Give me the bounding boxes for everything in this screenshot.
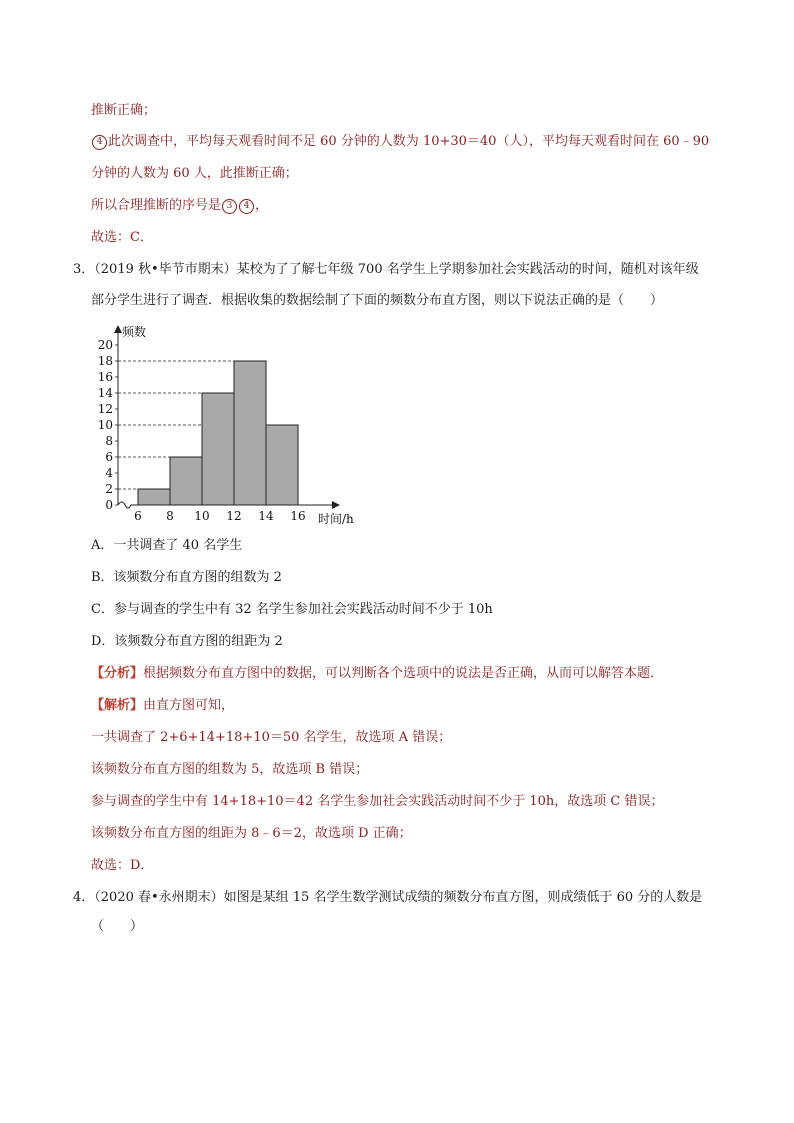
- analysis-tag: 【分析】: [91, 666, 144, 681]
- circled-number: 3: [222, 199, 237, 214]
- y-tick-label: 12: [97, 402, 113, 416]
- solution: 【解析】由直方图可知，: [91, 698, 235, 713]
- y-tick-label: 2: [105, 482, 113, 496]
- solution-line: 该频数分布直方图的组数为 5，故选项 B 错误；: [91, 762, 369, 777]
- histogram-bar: [202, 393, 234, 505]
- y-tick-label: 18: [97, 354, 113, 368]
- x-tick-label: 16: [290, 509, 306, 523]
- prev-answer: 故选：C．: [91, 230, 153, 245]
- y-tick-label: 16: [97, 370, 113, 384]
- question-4-stem: 4．（2020 春•永州期末）如图是某组 15 名学生数学测试成绩的频数分布直方图，则成绩低于 60 分的人数是: [73, 890, 703, 905]
- y-axis-label: 频数: [122, 325, 147, 339]
- y-tick-label: 0: [105, 498, 113, 512]
- x-tick-label: 14: [258, 509, 274, 523]
- histogram-bar: [234, 361, 266, 505]
- histogram: [90, 320, 380, 530]
- x-tick-label: 8: [166, 509, 174, 523]
- solution-tag: 【解析】: [91, 698, 144, 713]
- circled-number: 4: [92, 135, 107, 150]
- question-3-stem: 3．（2019 秋•毕节市期末）某校为了了解七年级 700 名学生上学期参加社会实践活动的时间，随机对该年级: [73, 262, 699, 277]
- x-tick-label: 6: [134, 509, 142, 523]
- option-b: B．该频数分布直方图的组数为 2: [91, 570, 282, 585]
- solution-line: 参与调查的学生中有 14+18+10＝42 名学生参加社会实践活动时间不少于 10h，故选项 C 错误；: [91, 794, 664, 809]
- analysis: 【分析】根据频数分布直方图中的数据，可以判断各个选项中的说法是否正确，从而可以解答本题．: [91, 666, 664, 681]
- x-tick-label: 12: [226, 509, 242, 523]
- y-tick-label: 4: [105, 466, 113, 480]
- question-3-stem: 部分学生进行了调查．根据收集的数据绘制了下面的频数分布直方图，则以下说法正确的是（ ）: [91, 293, 664, 308]
- y-tick-label: 10: [97, 418, 113, 432]
- histogram-bar: [266, 425, 298, 505]
- answer: 故选：D．: [91, 858, 154, 873]
- prev-solution-line: 4 此次调查中，平均每天观看时间不足 60 分钟的人数为 10+30＝40（人），平均每天观看时间在 60﹣90: [91, 133, 709, 151]
- x-axis-label: 时间/h: [318, 512, 354, 526]
- histogram-bar: [138, 489, 170, 505]
- prev-solution-line: 推断正确；: [91, 103, 157, 118]
- prev-solution-line: 分钟的人数为 60 人，此推断正确；: [91, 166, 298, 181]
- prev-solution-line: 所以合理推断的序号是 3 4 ，: [91, 198, 269, 213]
- x-axis-arrow: [332, 501, 340, 509]
- solution-line: 该频数分布直方图的组距为 8﹣6＝2，故选项 D 正确；: [91, 826, 412, 841]
- option-a: A．一共调查了 40 名学生: [91, 538, 243, 553]
- y-tick-label: 20: [97, 338, 113, 352]
- y-tick-label: 8: [105, 434, 113, 448]
- circled-number: 4: [239, 199, 254, 214]
- option-c: C．参与调查的学生中有 32 名学生参加社会实践活动时间不少于 10h: [91, 602, 493, 617]
- option-d: D．该频数分布直方图的组距为 2: [91, 634, 283, 649]
- y-tick-label: 6: [105, 450, 113, 464]
- solution-line: 一共调查了 2+6+14+18+10＝50 名学生，故选项 A 错误；: [91, 730, 452, 745]
- y-tick-label: 14: [97, 386, 113, 400]
- x-tick-label: 10: [194, 509, 210, 523]
- histogram-bar: [170, 457, 202, 505]
- y-axis-arrow: [114, 325, 122, 333]
- question-4-stem: （ ）: [91, 919, 144, 934]
